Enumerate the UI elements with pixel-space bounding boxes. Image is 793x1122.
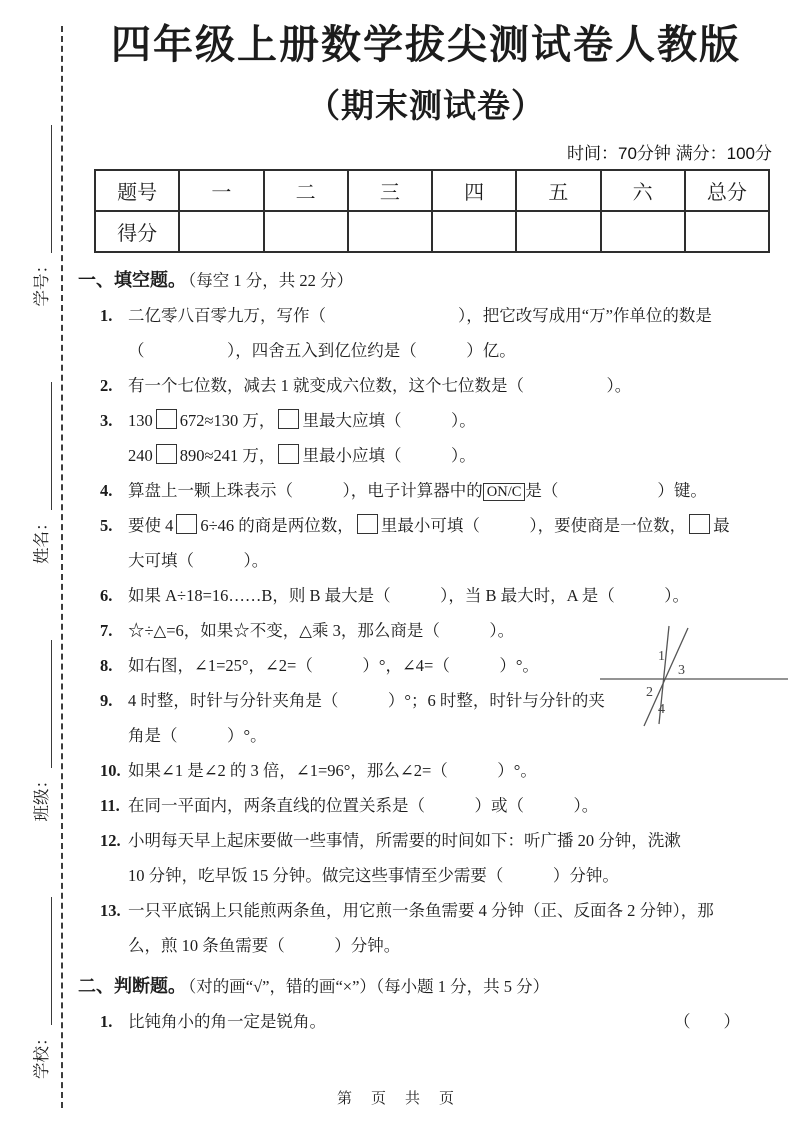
student-info-label: 学号： [32,257,51,307]
student-info-label: 姓名： [32,514,51,564]
question [100,298,774,368]
question [100,823,774,893]
onc-key-box: ON/C [483,483,526,501]
score-table-cell [685,211,769,252]
question-number: 6. [100,586,113,605]
question-text: 如果 A÷18=16……B，则 B 最大是（ ），当 B 最大时，A 是（ ）。 [128,586,690,605]
score-table-cell [516,211,600,252]
question-number: 12. [100,831,121,850]
page-footer: 第 页 共 页 [336,1091,456,1107]
angle-label-2: 2 [646,685,653,700]
question-number: 11. [100,796,120,815]
student-info-label: 学校： [32,1029,51,1079]
question-text: 在同一平面内，两条直线的位置关系是（ ）或（ ）。 [128,796,599,815]
question-line [100,403,774,438]
question-text: 如右图，∠1=25°，∠2=（ ）°，∠4=（ ）°。 [128,656,539,675]
student-info-fill-line [48,898,52,1026]
score-table [94,169,770,253]
score-table-cell: 三 [348,170,432,211]
angle-label-1: 1 [658,649,665,664]
score-table-cell: 二 [264,170,348,211]
score-table-cell: 四 [432,170,516,211]
question-number: 9. [100,691,113,710]
question [100,788,774,823]
question [100,403,774,473]
question-line [100,753,774,788]
score-table-header-row [95,170,769,211]
score-table-cell [348,211,432,252]
time-and-score-line: 时间：70分钟 满分：100分 [567,144,772,163]
question-number: 2. [100,376,113,395]
blank-square-box [278,444,299,464]
question [100,368,774,403]
question-text: ☆÷△=6，如果☆不变，△乘 3，那么商是（ ）。 [128,621,515,640]
student-info-sidebar [20,31,52,1091]
question [100,1004,774,1039]
score-table-cell [432,211,516,252]
score-table-score-row [95,211,769,252]
section [78,969,774,1039]
question-line [100,508,774,543]
blank-square-box [156,444,177,464]
main-column [78,14,774,1039]
student-info-field [28,383,52,565]
question-line [100,928,774,963]
answer-blank: （ ） [674,1012,740,1031]
blank-square-box [357,514,378,534]
question-text: 130 672≈130 万， 里最大应填（ ）。 [128,411,476,430]
question-text: 有一个七位数，减去 1 就变成六位数，这个七位数是（ ）。 [128,376,632,395]
question-line [100,438,774,473]
question-line [100,788,774,823]
question-line [100,858,774,893]
section-note: （对的画“√”，错的画“×”）（每小题 1 分，共 5 分） [188,977,550,996]
question-number: 3. [100,411,113,430]
section-title: 二、判断题。 [78,976,186,996]
score-table-cell: 五 [516,170,600,211]
question-line [100,333,774,368]
question-text: 4 时整，时针与分针夹角是（ ）°；6 时整，时针与分针的夹 [128,691,605,710]
question [100,893,774,963]
blank-square-box [689,514,710,534]
section [78,263,774,963]
binding-dashed-line [61,26,63,1108]
score-table-cell: 题号 [95,170,179,211]
question-number: 7. [100,621,113,640]
score-table-cell: 总分 [685,170,769,211]
question-line [100,823,774,858]
question [100,578,774,613]
section-title: 一、填空题。 [78,270,186,290]
question-number: 10. [100,761,121,780]
question-text: 大可填（ ）。 [128,551,269,570]
question-text: 二亿零八百零九万，写作（ ），把它改写成用“万”作单位的数是 [128,306,712,325]
question-text: 比钝角小的角一定是锐角。 [128,1012,326,1031]
question-line [100,893,774,928]
blank-square-box [176,514,197,534]
question [100,473,774,508]
question-number: 8. [100,656,113,675]
question-text: 么，煎 10 条鱼需要（ ）分钟。 [128,936,401,955]
student-info-field [28,125,52,307]
question-number: 5. [100,516,113,535]
paper-title: 四年级上册数学拔尖测试卷人教版 [111,23,741,67]
question-text: 要使 4 6÷46 的商是两位数， 里最小可填（ ），要使商是一位数， 最 [128,516,730,535]
student-info-fill-line [48,640,52,768]
blank-square-box [156,409,177,429]
student-info-field [28,640,52,822]
question-list [78,1004,774,1039]
angle-diagram [598,618,790,730]
score-table-cell: 一 [179,170,263,211]
score-table-cell [179,211,263,252]
question-text: 10 分钟，吃早饭 15 分钟。做完这些事情至少需要（ ）分钟。 [128,866,619,885]
section-note: （每空 1 分，共 22 分） [188,271,353,290]
angle-label-3: 3 [678,663,685,678]
question-number: 1. [100,306,113,325]
section-header [78,969,774,1004]
question-number: 4. [100,481,113,500]
question-line [100,298,774,333]
score-table-cell: 得分 [95,211,179,252]
question-text: 算盘上一颗上珠表示（ ），电子计算器中的 ON/C 是（ ）键。 [128,481,707,500]
question-text: 小明每天早上起床要做一些事情，所需要的时间如下：听广播 20 分钟，洗漱 [128,831,681,850]
question-text: 240 890≈241 万， 里最小应填（ ）。 [128,446,476,465]
student-info-fill-line [48,383,52,511]
question-text: 一只平底锅上只能煎两条鱼，用它煎一条鱼需要 4 分钟（正、反面各 2 分钟），那 [128,901,714,920]
section-header [78,263,774,298]
question-number: 1. [100,1012,113,1031]
question-line [100,578,774,613]
question-line [100,368,774,403]
student-info-fill-line [48,125,52,253]
question-text: 角是（ ）°。 [128,726,267,745]
score-table-cell: 六 [601,170,685,211]
question-text: 如果∠1 是∠2 的 3 倍，∠1=96°，那么∠2=（ ）°。 [128,761,537,780]
angle-label-4: 4 [658,702,665,717]
angle-diagram-svg [598,618,790,730]
question-number: 13. [100,901,121,920]
blank-square-box [278,409,299,429]
question-text: （ ），四舍五入到亿位约是（ ）亿。 [128,341,516,360]
student-info-field [28,898,52,1080]
question-line [100,473,774,508]
question-line [100,543,774,578]
question [100,753,774,788]
question-line [100,1004,774,1039]
paper-subtitle: （期末测试卷） [307,87,545,124]
score-table-cell [264,211,348,252]
score-table-cell [601,211,685,252]
question [100,508,774,578]
student-info-label: 班级： [32,772,51,822]
